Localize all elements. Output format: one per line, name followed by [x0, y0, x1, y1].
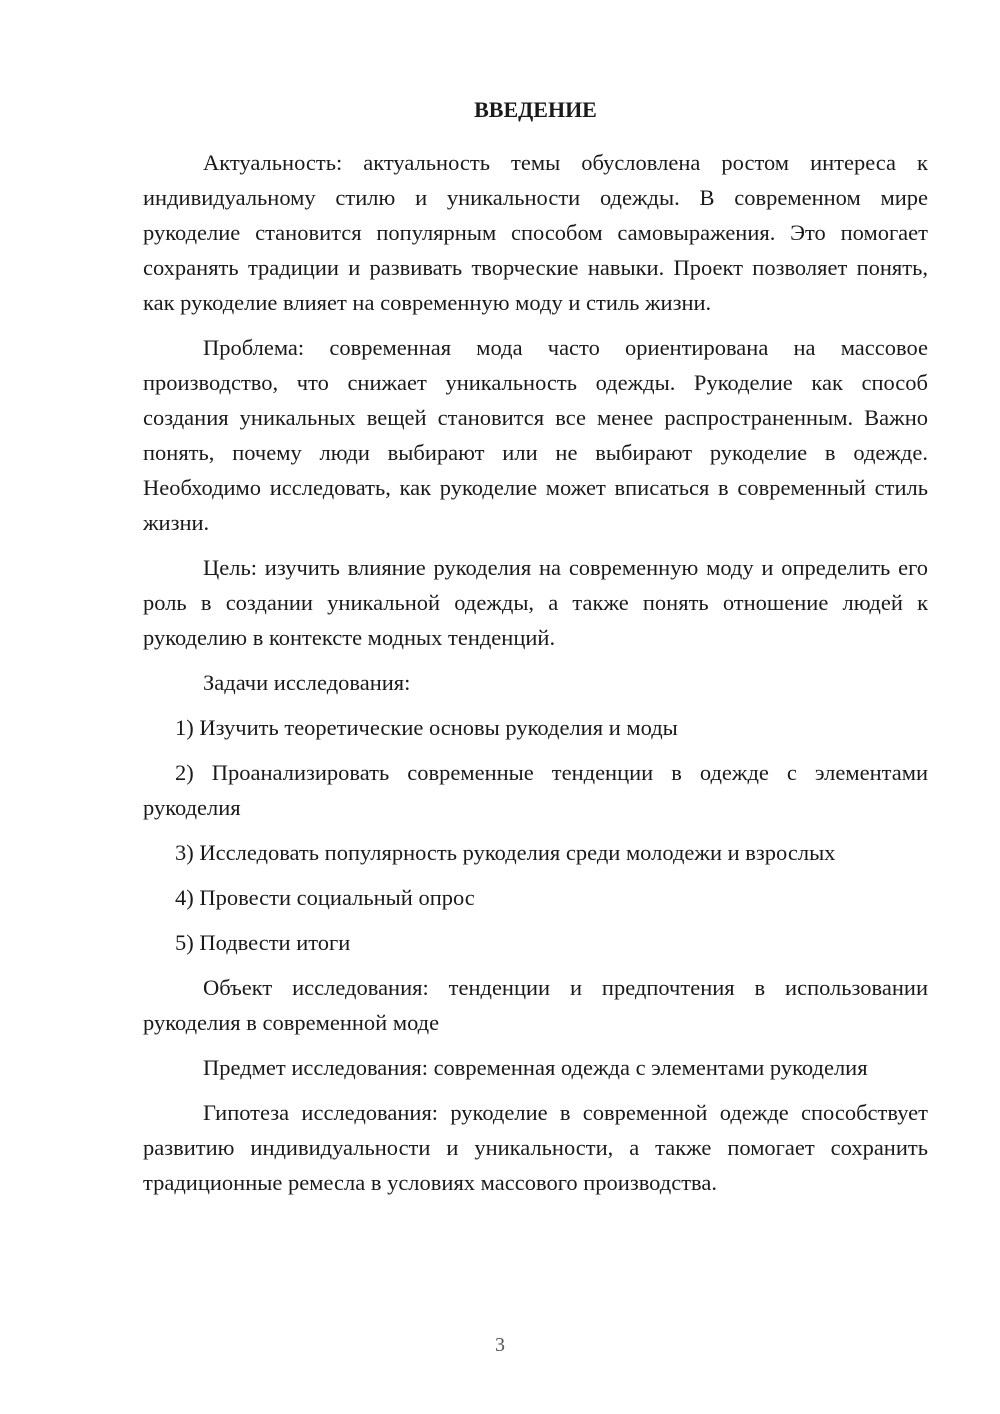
page-number: 3 — [495, 1334, 505, 1356]
problem-paragraph: Проблема: современная мода часто ориентирована на массовое производство, что снижает уникальность одежды. Рукоделие как способ создания уникальных вещей становится все менее распространенным. Важно понять, почему люди выбирают или не выбирают рукоделие в одежде. Необходимо исследовать, как рукоделие может вписаться в современный стиль жизни. — [143, 335, 928, 535]
hypothesis-paragraph: Гипотеза исследования: рукоделие в современной одежде способствует развитию индивидуальности и уникальности, а также помогает сохранить традиционные ремесла в условиях массового производства. — [143, 1100, 928, 1195]
task-item: 4) Провести социальный опрос — [175, 885, 475, 910]
task-item: 2) Проанализировать современные тенденции в одежде с элементами рукоделия — [143, 760, 928, 820]
object-paragraph: Объект исследования: тенденции и предпочтения в использовании рукоделия в современной моде — [143, 975, 928, 1035]
task-item: 3) Исследовать популярность рукоделия среди молодежи и взрослых — [175, 840, 836, 865]
goal-paragraph: Цель: изучить влияние рукоделия на современную моду и определить его роль в создании уникальной одежды, а также понять отношение людей к рукоделию в контексте модных тенденций. — [143, 555, 928, 650]
page-body — [143, 92, 928, 1210]
task-item: 5) Подвести итоги — [175, 930, 351, 955]
subject-paragraph: Предмет исследования: современная одежда с элементами рукоделия — [203, 1055, 868, 1080]
page-title: ВВЕДЕНИЕ — [474, 97, 597, 122]
task-item: 1) Изучить теоретические основы рукоделия и моды — [175, 715, 678, 740]
tasks-heading: Задачи исследования: — [203, 670, 411, 695]
relevance-paragraph: Актуальность: актуальность темы обусловлена ростом интереса к индивидуальному стилю и уникальности одежды. В современном мире рукоделие становится популярным способом самовыражения. Это помогает сохранять традиции и развивать творческие навыки. Проект позволяет понять, как рукоделие влияет на современную моду и стиль жизни. — [143, 150, 928, 315]
